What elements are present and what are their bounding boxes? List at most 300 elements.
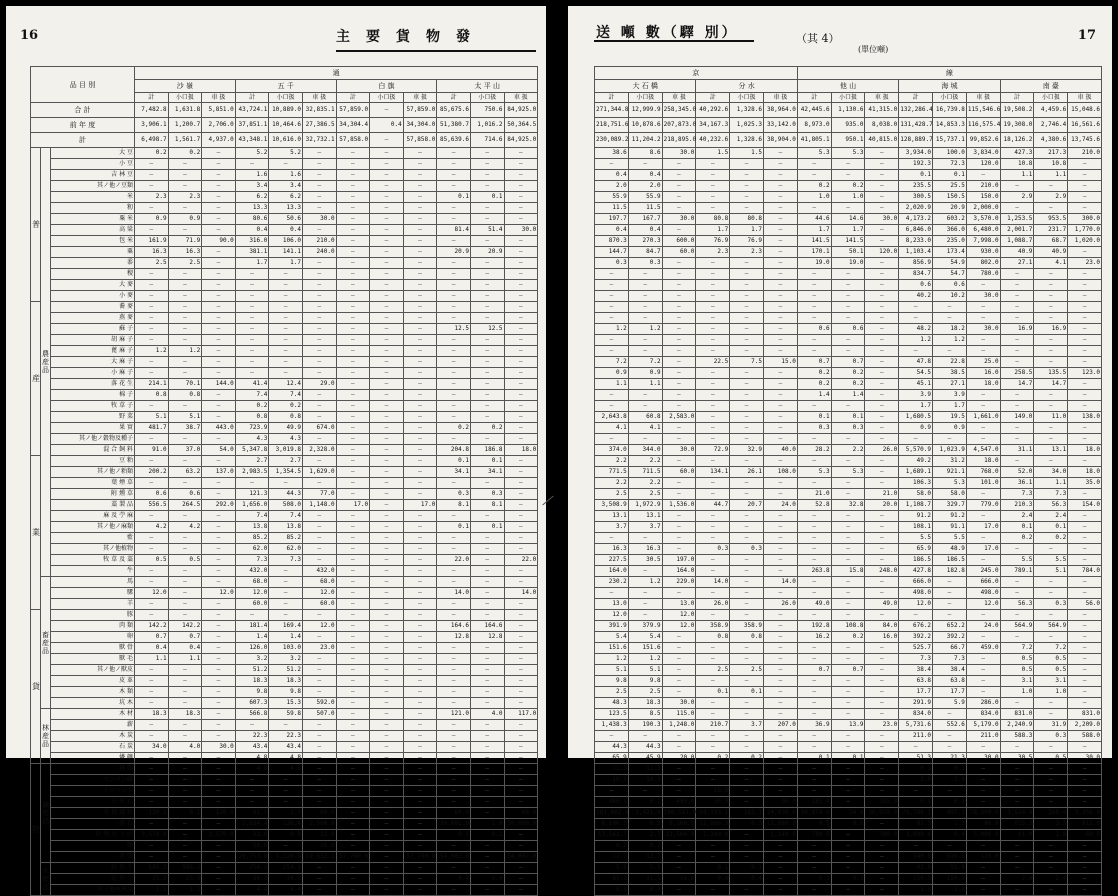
- table-cell: —: [168, 599, 202, 610]
- table-cell: 1,438.3: [595, 720, 629, 731]
- table-cell: —: [403, 687, 437, 698]
- table-cell: 615.3: [1000, 819, 1034, 830]
- table-cell: 723.9: [235, 423, 269, 434]
- table-cell: —: [865, 236, 899, 247]
- table-cell: —: [269, 797, 303, 808]
- subcol-header: 車 扱: [403, 93, 437, 103]
- table-cell: 9.8: [595, 676, 629, 687]
- table-cell: 164.0: [662, 566, 696, 577]
- table-cell: —: [403, 170, 437, 181]
- table-cell: —: [763, 423, 797, 434]
- table-cell: —: [696, 335, 730, 346]
- table-cell: —: [168, 731, 202, 742]
- table-cell: —: [1068, 764, 1102, 775]
- table-cell: 41,315.0: [865, 103, 899, 118]
- table-cell: —: [1068, 390, 1102, 401]
- table-row: [595, 555, 1102, 566]
- table-cell: 34,304.4: [336, 118, 370, 133]
- table-cell: 3,570.0: [135, 830, 169, 841]
- table-cell: —: [696, 412, 730, 423]
- table-cell: 54.7: [933, 269, 967, 280]
- table-cell: —: [437, 566, 471, 577]
- table-cell: 36.9: [797, 720, 831, 731]
- table-cell: 953.5: [1034, 214, 1068, 225]
- table-cell: —: [763, 247, 797, 258]
- table-cell: —: [865, 335, 899, 346]
- table-cell: —: [763, 775, 797, 786]
- table-cell: 5.5: [933, 533, 967, 544]
- table-cell: 50.1: [831, 247, 865, 258]
- table-cell: —: [302, 401, 336, 412]
- table-cell: —: [336, 808, 370, 819]
- table-cell: —: [370, 280, 404, 291]
- table-cell: —: [966, 742, 1000, 753]
- table-cell: 498.0: [899, 588, 933, 599]
- table-cell: —: [504, 456, 538, 467]
- table-cell: 1,536.0: [662, 500, 696, 511]
- table-cell: —: [1068, 775, 1102, 786]
- table-cell: —: [437, 797, 471, 808]
- table-row: [595, 225, 1102, 236]
- table-cell: 4,459.6: [1034, 103, 1068, 118]
- table-cell: —: [865, 478, 899, 489]
- table-cell: 1,253.5: [1000, 214, 1034, 225]
- table-cell: —: [336, 841, 370, 852]
- table-row: [595, 478, 1102, 489]
- table-row: [31, 291, 538, 302]
- table-row: [31, 467, 538, 478]
- table-cell: —: [865, 742, 899, 753]
- table-cell: —: [437, 764, 471, 775]
- table-cell: —: [1068, 379, 1102, 390]
- table-cell: —: [730, 368, 764, 379]
- table-cell: —: [168, 269, 202, 280]
- table-cell: 18.3: [269, 676, 303, 687]
- table-cell: —: [470, 555, 504, 566]
- table-cell: —: [202, 797, 236, 808]
- table-cell: —: [696, 291, 730, 302]
- table-cell: —: [302, 544, 336, 555]
- table-row: [595, 522, 1102, 533]
- table-cell: —: [797, 555, 831, 566]
- table-cell: —: [437, 291, 471, 302]
- region-header: 京: [595, 67, 798, 80]
- table-cell: —: [662, 390, 696, 401]
- table-cell: 2.7: [269, 456, 303, 467]
- table-cell: —: [1068, 192, 1102, 203]
- table-cell: 1.7: [269, 258, 303, 269]
- table-row: [595, 511, 1102, 522]
- table-cell: —: [302, 313, 336, 324]
- table-cell: —: [135, 819, 169, 830]
- table-cell: 3.9: [933, 390, 967, 401]
- table-cell: —: [504, 841, 538, 852]
- table-cell: 72.9: [696, 445, 730, 456]
- table-cell: —: [831, 291, 865, 302]
- table-cell: 44.3: [595, 742, 629, 753]
- table-cell: 3.7: [628, 522, 662, 533]
- table-cell: 5.5: [1034, 555, 1068, 566]
- table-cell: —: [831, 841, 865, 852]
- table-cell: —: [662, 423, 696, 434]
- table-cell: 2.0: [595, 181, 629, 192]
- table-cell: —: [696, 313, 730, 324]
- table-cell: —: [202, 170, 236, 181]
- table-cell: —: [202, 192, 236, 203]
- table-cell: 1,328.6: [730, 103, 764, 118]
- table-cell: —: [370, 753, 404, 764]
- table-cell: —: [1068, 885, 1102, 896]
- table-cell: —: [763, 302, 797, 313]
- table-cell: 18.0: [1068, 467, 1102, 478]
- table-cell: —: [470, 863, 504, 874]
- table-cell: —: [966, 775, 1000, 786]
- table-cell: 12.8: [437, 632, 471, 643]
- table-cell: —: [730, 291, 764, 302]
- table-cell: 6,480.0: [966, 225, 1000, 236]
- table-row: [595, 775, 1102, 786]
- table-cell: 91.1: [933, 522, 967, 533]
- table-cell: 25.5: [933, 181, 967, 192]
- table-cell: 18.0: [504, 445, 538, 456]
- table-cell: —: [403, 632, 437, 643]
- table-cell: —: [504, 533, 538, 544]
- table-cell: —: [135, 610, 169, 621]
- table-cell: —: [865, 379, 899, 390]
- table-cell: —: [168, 720, 202, 731]
- table-row: [595, 324, 1102, 335]
- table-cell: 38,904.0: [763, 133, 797, 148]
- table-cell: —: [1000, 280, 1034, 291]
- table-cell: —: [202, 335, 236, 346]
- subcol-header: 車 扱: [662, 93, 696, 103]
- table-cell: 588.0: [1068, 731, 1102, 742]
- table-cell: 65.9: [595, 753, 629, 764]
- table-row: [595, 247, 1102, 258]
- table-cell: —: [135, 302, 169, 313]
- table-cell: —: [696, 555, 730, 566]
- table-cell: —: [437, 544, 471, 555]
- table-cell: —: [135, 544, 169, 555]
- table-cell: 30,601.0: [437, 819, 471, 830]
- table-cell: 3.7: [595, 522, 629, 533]
- table-cell: —: [1068, 610, 1102, 621]
- table-cell: 0.6: [933, 280, 967, 291]
- table-cell: —: [403, 148, 437, 159]
- table-cell: —: [168, 588, 202, 599]
- table-cell: —: [135, 687, 169, 698]
- table-cell: —: [403, 753, 437, 764]
- table-row: [31, 269, 538, 280]
- table-cell: —: [504, 489, 538, 500]
- table-cell: —: [831, 830, 865, 841]
- table-cell: 34,167.3: [696, 118, 730, 133]
- table-cell: 784.0: [1068, 566, 1102, 577]
- table-cell: 1,023.9: [933, 445, 967, 456]
- table-cell: 5.1: [628, 665, 662, 676]
- table-cell: —: [1034, 709, 1068, 720]
- table-cell: 12.0: [202, 588, 236, 599]
- table-cell: —: [662, 335, 696, 346]
- table-cell: —: [1068, 555, 1102, 566]
- table-cell: —: [135, 566, 169, 577]
- table-cell: 68.0: [235, 577, 269, 588]
- table-cell: —: [135, 291, 169, 302]
- table-cell: —: [966, 687, 1000, 698]
- table-cell: —: [865, 885, 899, 896]
- table-cell: —: [336, 610, 370, 621]
- table-cell: 21.3: [933, 753, 967, 764]
- table-cell: 14.0: [763, 577, 797, 588]
- table-cell: —: [470, 159, 504, 170]
- table-cell: —: [1000, 885, 1034, 896]
- table-cell: 16,561.6: [1068, 118, 1102, 133]
- table-cell: —: [403, 423, 437, 434]
- table-cell: 91.2: [899, 511, 933, 522]
- table-cell: 258,345.0: [662, 103, 696, 118]
- table-cell: —: [336, 467, 370, 478]
- table-cell: 4.2: [135, 522, 169, 533]
- table-cell: —: [336, 412, 370, 423]
- table-cell: 7.3: [235, 555, 269, 566]
- table-cell: —: [696, 533, 730, 544]
- table-cell: 0.1: [168, 808, 202, 819]
- table-cell: —: [504, 621, 538, 632]
- table-cell: 1.1: [628, 379, 662, 390]
- table-cell: —: [966, 335, 1000, 346]
- table-row: [31, 808, 538, 819]
- table-cell: —: [370, 742, 404, 753]
- table-cell: 0.2: [437, 423, 471, 434]
- table-cell: —: [202, 214, 236, 225]
- table-cell: 56.0: [1068, 599, 1102, 610]
- table-cell: 12.4: [269, 379, 303, 390]
- table-cell: —: [933, 786, 967, 797]
- table-cell: 180,181.0: [662, 808, 696, 819]
- item-label: 籾: [51, 203, 135, 214]
- table-cell: —: [336, 621, 370, 632]
- table-cell: 0.9: [899, 423, 933, 434]
- table-cell: —: [899, 742, 933, 753]
- table-cell: 3.9: [899, 390, 933, 401]
- table-cell: —: [336, 643, 370, 654]
- table-cell: 11,886.3: [696, 819, 730, 830]
- table-cell: 0.9: [595, 368, 629, 379]
- table-cell: —: [831, 731, 865, 742]
- table-cell: —: [370, 214, 404, 225]
- table-cell: 84,925.0: [504, 103, 538, 118]
- station-header: 沙 嶺: [135, 80, 236, 93]
- table-cell: 16.9: [1034, 324, 1068, 335]
- subcol-header: 小口扱: [831, 93, 865, 103]
- table-cell: —: [302, 610, 336, 621]
- table-cell: 29.0: [302, 379, 336, 390]
- item-label: 大 麻 子: [51, 357, 135, 368]
- table-cell: 556.5: [135, 500, 169, 511]
- table-cell: 92.8: [899, 863, 933, 874]
- table-row: [31, 698, 538, 709]
- table-cell: 291.9: [899, 698, 933, 709]
- table-cell: 2.9: [1000, 192, 1034, 203]
- table-cell: —: [662, 434, 696, 445]
- table-cell: —: [470, 654, 504, 665]
- table-cell: 0.8: [135, 390, 169, 401]
- table-cell: 81.4: [437, 225, 471, 236]
- table-cell: 40,815.0: [865, 133, 899, 148]
- table-cell: 2.4: [1034, 874, 1068, 885]
- table-cell: 1.1: [1034, 478, 1068, 489]
- table-cell: —: [470, 775, 504, 786]
- table-cell: —: [302, 192, 336, 203]
- side-label: 物: [31, 764, 41, 896]
- table-cell: —: [168, 544, 202, 555]
- table-cell: 4.0: [168, 742, 202, 753]
- table-cell: 1,140.0: [763, 830, 797, 841]
- table-cell: —: [730, 302, 764, 313]
- table-cell: 0.9: [933, 423, 967, 434]
- table-cell: 22.3: [269, 731, 303, 742]
- table-cell: —: [865, 577, 899, 588]
- table-cell: 19,308.0: [1000, 118, 1034, 133]
- table-cell: —: [831, 401, 865, 412]
- table-cell: 54.0: [662, 874, 696, 885]
- table-cell: 32.9: [730, 445, 764, 456]
- table-cell: —: [628, 786, 662, 797]
- table-cell: —: [1068, 423, 1102, 434]
- table-cell: —: [370, 665, 404, 676]
- table-cell: —: [730, 456, 764, 467]
- table-cell: 3.1: [1000, 676, 1034, 687]
- table-cell: 0.2: [1034, 533, 1068, 544]
- table-row: [595, 621, 1102, 632]
- table-cell: 780.0: [865, 830, 899, 841]
- table-cell: —: [235, 720, 269, 731]
- table-cell: 0.6: [899, 280, 933, 291]
- table-row: [595, 830, 1102, 841]
- table-cell: —: [202, 709, 236, 720]
- table-cell: 22.8: [933, 357, 967, 368]
- table-cell: 1.2: [933, 335, 967, 346]
- table-cell: —: [1068, 676, 1102, 687]
- table-cell: —: [504, 214, 538, 225]
- table-row: [595, 181, 1102, 192]
- table-cell: 1.2: [168, 346, 202, 357]
- item-label: 其ノ他水産品: [51, 885, 135, 896]
- table-cell: 300.0: [1068, 214, 1102, 225]
- table-cell: —: [403, 533, 437, 544]
- table-cell: —: [370, 148, 404, 159]
- table-cell: 270.3: [628, 236, 662, 247]
- table-cell: —: [336, 566, 370, 577]
- table-cell: 0.1: [470, 830, 504, 841]
- table-cell: 5,570.9: [899, 445, 933, 456]
- table-cell: —: [437, 533, 471, 544]
- table-cell: —: [1034, 346, 1068, 357]
- table-cell: —: [696, 566, 730, 577]
- table-cell: —: [403, 786, 437, 797]
- table-cell: —: [135, 357, 169, 368]
- table-cell: —: [202, 720, 236, 731]
- table-cell: —: [797, 852, 831, 863]
- table-cell: —: [504, 313, 538, 324]
- table-cell: —: [797, 841, 831, 852]
- table-row: [31, 203, 538, 214]
- table-cell: —: [370, 731, 404, 742]
- table-cell: 4.2: [168, 522, 202, 533]
- table-cell: 141.1: [269, 247, 303, 258]
- table-cell: 65.9: [899, 544, 933, 555]
- table-cell: 210.0: [302, 236, 336, 247]
- table-cell: —: [797, 863, 831, 874]
- table-row: [595, 346, 1102, 357]
- table-cell: 254.3: [235, 863, 269, 874]
- subcol-header: 計: [235, 93, 269, 103]
- table-cell: —: [504, 302, 538, 313]
- table-cell: —: [504, 676, 538, 687]
- table-cell: 3,624.4: [1000, 808, 1034, 819]
- table-cell: —: [269, 720, 303, 731]
- table-cell: 14.0: [696, 577, 730, 588]
- table-cell: —: [370, 698, 404, 709]
- table-cell: —: [302, 181, 336, 192]
- table-cell: 60.0: [504, 808, 538, 819]
- table-cell: —: [403, 863, 437, 874]
- table-cell: —: [470, 236, 504, 247]
- table-cell: 40,292.6: [696, 103, 730, 118]
- table-cell: —: [470, 335, 504, 346]
- item-label: 麻 及 苧 麻: [51, 511, 135, 522]
- table-cell: 210.7: [696, 720, 730, 731]
- table-cell: —: [1000, 434, 1034, 445]
- table-cell: —: [403, 566, 437, 577]
- table-row: [595, 654, 1102, 665]
- table-cell: —: [336, 797, 370, 808]
- table-cell: 552.6: [933, 720, 967, 731]
- table-cell: —: [336, 819, 370, 830]
- table-row: [595, 258, 1102, 269]
- table-cell: 22.9: [235, 830, 269, 841]
- table-cell: —: [403, 489, 437, 500]
- table-cell: —: [831, 852, 865, 863]
- table-cell: —: [470, 764, 504, 775]
- table-cell: —: [403, 159, 437, 170]
- table-cell: 181,602.9: [595, 808, 629, 819]
- table-cell: —: [504, 434, 538, 445]
- table-cell: 18.3: [135, 709, 169, 720]
- table-cell: —: [403, 456, 437, 467]
- table-cell: —: [202, 291, 236, 302]
- item-label: 坑 木: [51, 698, 135, 709]
- table-cell: 7.4: [235, 511, 269, 522]
- table-cell: —: [628, 610, 662, 621]
- table-cell: —: [504, 665, 538, 676]
- table-cell: —: [202, 643, 236, 654]
- table-cell: 24.0: [966, 621, 1000, 632]
- table-cell: —: [865, 434, 899, 445]
- table-cell: —: [1000, 313, 1034, 324]
- table-cell: 1.2: [595, 324, 629, 335]
- table-cell: 4.1: [628, 423, 662, 434]
- table-cell: —: [1068, 544, 1102, 555]
- item-label: 稷: [51, 269, 135, 280]
- table-row: [595, 643, 1102, 654]
- table-row: [595, 808, 1102, 819]
- table-cell: —: [1034, 885, 1068, 896]
- table-cell: —: [336, 720, 370, 731]
- table-cell: —: [336, 863, 370, 874]
- table-cell: —: [370, 478, 404, 489]
- table-cell: 108.1: [899, 522, 933, 533]
